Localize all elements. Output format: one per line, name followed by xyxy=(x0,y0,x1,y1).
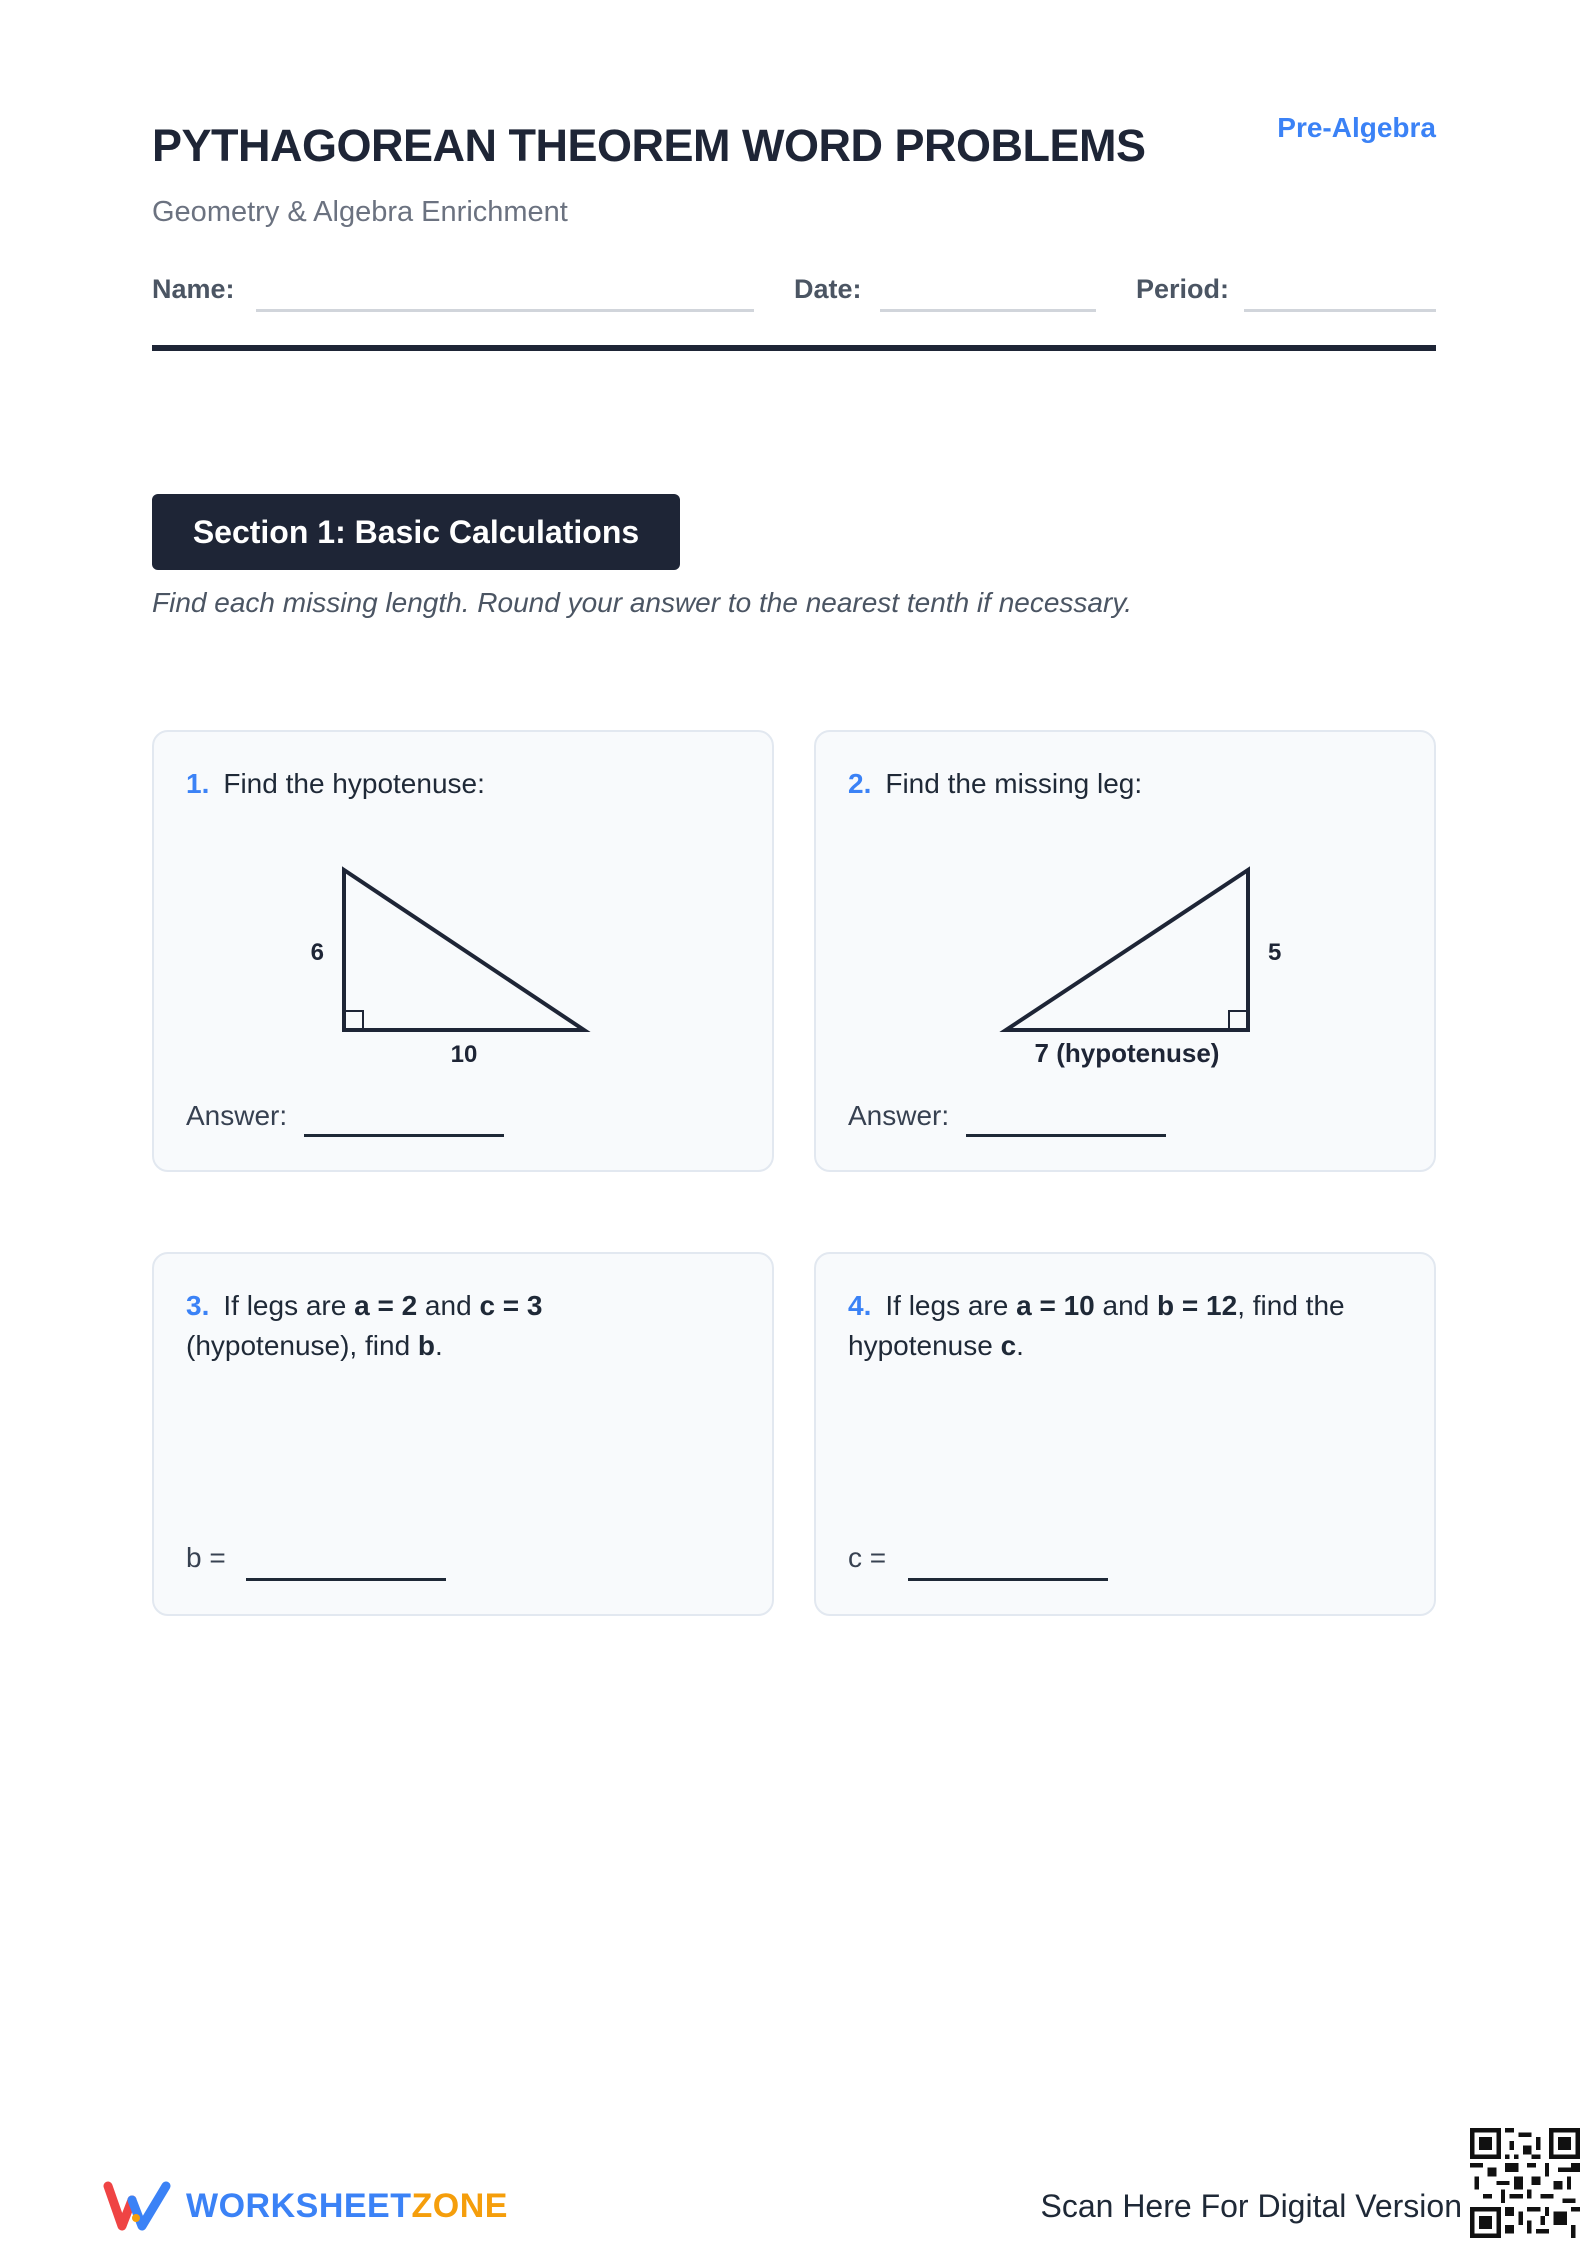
answer-label: c = xyxy=(848,1542,887,1573)
worksheet-title: PYTHAGOREAN THEOREM WORD PROBLEMS xyxy=(152,120,1146,171)
brand-logo xyxy=(102,2178,508,2234)
leg-vertical-label: 6 xyxy=(310,939,324,966)
worksheetzone-logo-icon xyxy=(102,2178,174,2234)
brand-name: WORKSHEETZONE xyxy=(186,2186,508,2225)
answer-line[interactable] xyxy=(304,1134,504,1137)
problem-number: 2. xyxy=(848,768,872,799)
problem-number: 3. xyxy=(186,1290,210,1321)
date-field[interactable] xyxy=(880,309,1096,312)
unknown-variable: b xyxy=(417,1330,436,1361)
hypotenuse-label: 7 (hypotenuse) xyxy=(1034,1038,1220,1068)
subject-tag: Pre-Algebra xyxy=(1277,112,1436,143)
problem-3-prompt: 3. If legs are a = 2 and c = 3 (hypotenuse), find b. xyxy=(186,1290,543,1361)
scan-instruction: Scan Here For Digital Version xyxy=(1040,2188,1462,2224)
answer-label: b = xyxy=(186,1542,226,1573)
unknown-variable: c xyxy=(1000,1330,1017,1361)
problem-text: Find the hypotenuse: xyxy=(223,768,485,799)
problem-card-3 xyxy=(152,1252,774,1616)
problem-card-1 xyxy=(152,730,774,1172)
problem-4-prompt: 4. If legs are a = 10 and b = 12, find the hypotenuse c. xyxy=(848,1290,1345,1361)
answer-label: Answer: xyxy=(848,1100,950,1131)
given-value: a = 2 xyxy=(354,1290,418,1321)
answer-line[interactable] xyxy=(246,1578,446,1581)
period-field[interactable] xyxy=(1244,309,1436,312)
given-value: b = 12 xyxy=(1157,1290,1238,1321)
given-value: c = 3 xyxy=(479,1290,543,1321)
right-angle-marker xyxy=(344,1011,363,1030)
name-field[interactable] xyxy=(256,309,754,312)
right-angle-marker xyxy=(1229,1011,1248,1030)
section-heading: Section 1: Basic Calculations xyxy=(152,494,680,570)
answer-label: Answer: xyxy=(186,1100,288,1131)
worksheet-subtitle: Geometry & Algebra Enrichment xyxy=(152,196,568,228)
qr-code-icon[interactable] xyxy=(1470,2128,1580,2238)
leg-horizontal-label: 10 xyxy=(450,1041,478,1068)
problem-number: 4. xyxy=(848,1290,872,1321)
problem-card-4 xyxy=(814,1252,1436,1616)
answer-line[interactable] xyxy=(966,1134,1166,1137)
problem-number: 1. xyxy=(186,768,210,799)
triangle-shape xyxy=(1006,870,1248,1030)
answer-line[interactable] xyxy=(908,1578,1108,1581)
header-divider xyxy=(152,345,1436,351)
leg-vertical-label: 5 xyxy=(1268,939,1282,966)
period-label: Period: xyxy=(1136,274,1230,304)
section-instructions: Find each missing length. Round your answer to the nearest tenth if necessary. xyxy=(152,587,1133,618)
name-label: Name: xyxy=(152,274,235,304)
problem-text: Find the missing leg: xyxy=(885,768,1143,799)
problem-card-2 xyxy=(814,730,1436,1172)
given-value: a = 10 xyxy=(1016,1290,1095,1321)
date-label: Date: xyxy=(794,274,862,304)
triangle-shape xyxy=(344,870,584,1030)
